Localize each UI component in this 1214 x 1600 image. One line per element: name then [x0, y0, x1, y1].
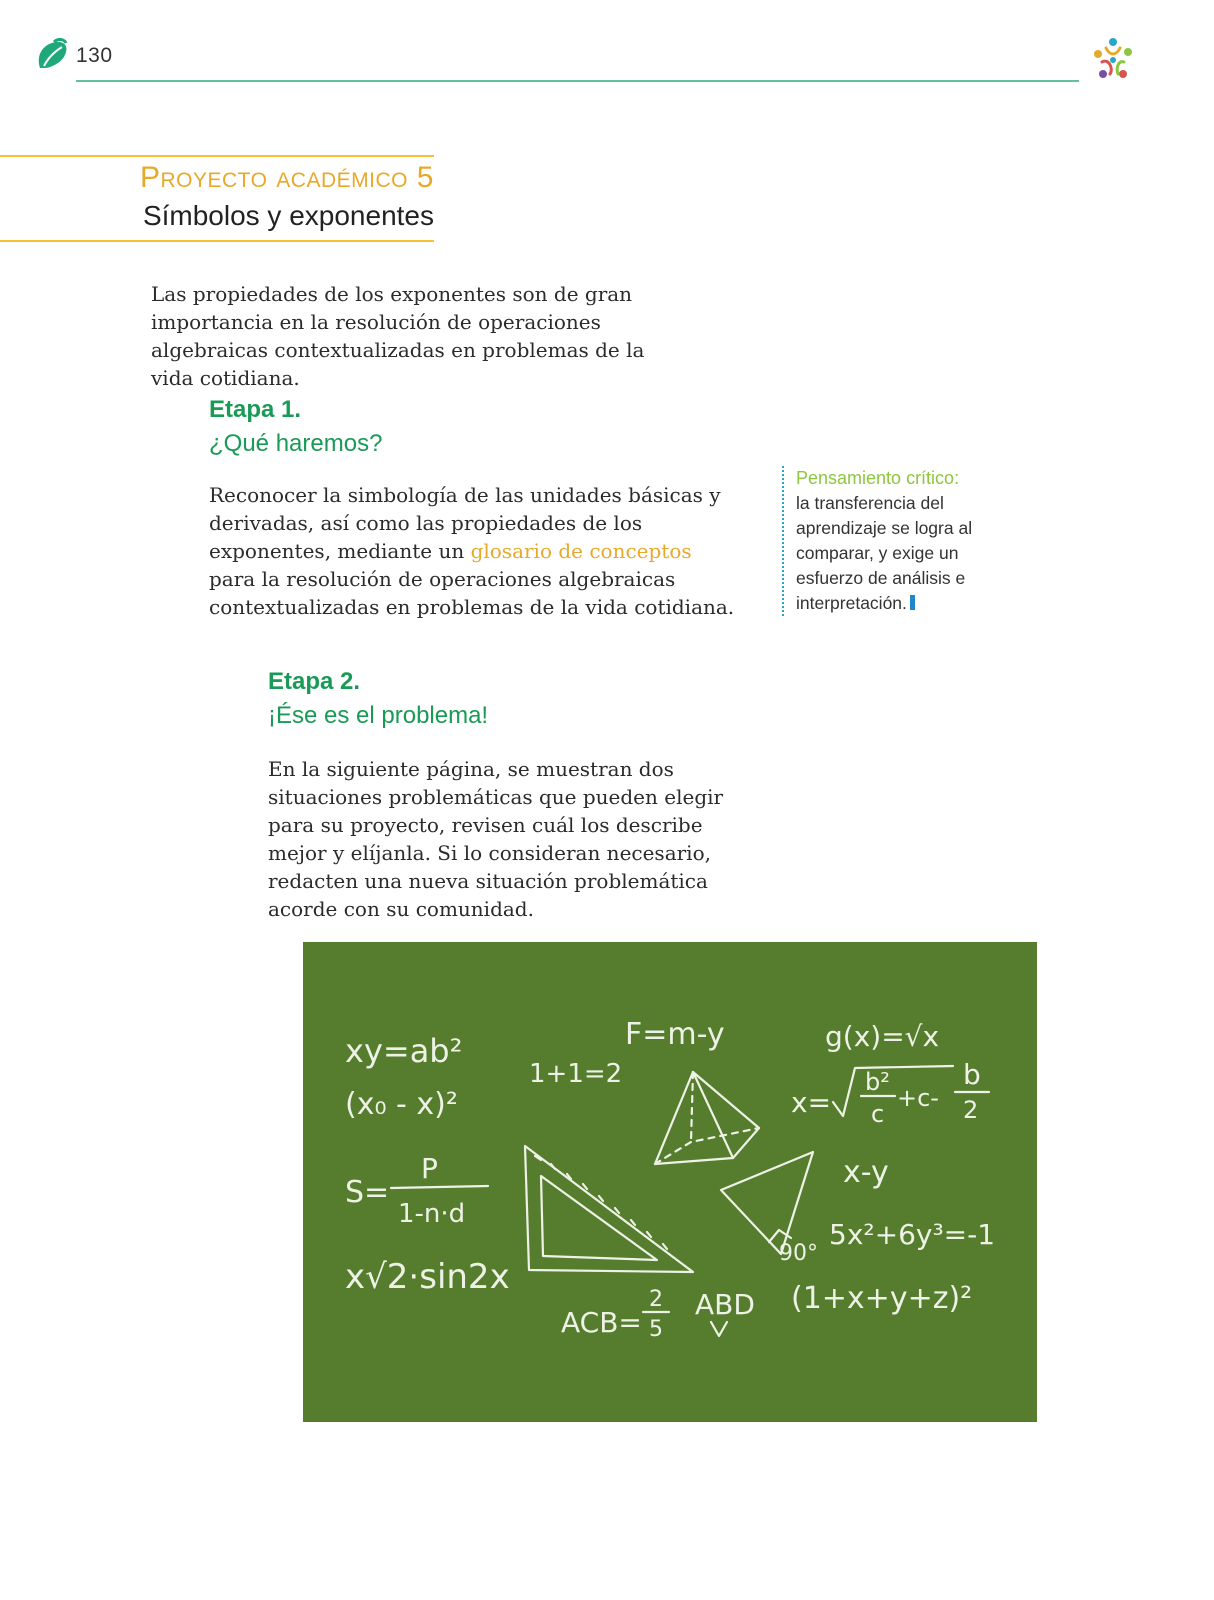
angle-90: 90°	[779, 1241, 818, 1266]
formula-x-num: b²	[865, 1068, 890, 1096]
formula-x-den: c	[871, 1100, 885, 1128]
critical-thinking-note	[782, 466, 1026, 616]
formula-square: (1+x+y+z)²	[791, 1281, 973, 1316]
side-note-text	[796, 491, 1026, 616]
formula-acb-lhs: ACB=	[561, 1306, 642, 1339]
stage1-text-before: Reconocer la simbología de las unidades básicas y derivadas, así como las propiedades de los exponentes, mediante un	[209, 483, 721, 563]
side-note-title: Pensamiento crítico:	[796, 468, 960, 488]
intro-paragraph: Las propiedades de los exponentes son de gran importancia en la resolución de operaciones algebraicas contextualizadas en problemas de la vida cotidiana.	[151, 282, 645, 390]
project-title: Símbolos y exponentes	[142, 200, 434, 231]
page-number: 130	[76, 44, 113, 67]
formula-sin: x√2·sin2x	[345, 1257, 510, 1297]
stage2-label: Etapa 2.	[268, 668, 361, 695]
stage1-label: Etapa 1.	[209, 396, 302, 423]
formula-s-den: 1-n·d	[398, 1199, 466, 1229]
flower-logo-icon	[1088, 34, 1138, 84]
fraction-bar	[391, 1186, 488, 1188]
formula-x-mid: +c-	[897, 1084, 939, 1112]
pyramid-drawing	[655, 1072, 759, 1164]
formula-x-num2: b	[963, 1058, 981, 1091]
project-kicker: Proyecto académico 5	[139, 161, 434, 194]
right-triangle-drawing	[721, 1152, 813, 1254]
header-rule	[76, 80, 1079, 82]
formula-gx: g(x)=√x	[825, 1020, 940, 1053]
stage1-text-after: para la resolución de operaciones algebraicas contextualizadas en problemas de la vida cotidiana.	[209, 567, 735, 619]
formula-x-den2: 2	[963, 1096, 979, 1124]
side-note-body: la transferencia del aprendizaje se logra al comparar, y exige un esfuerzo de análisis e interpretación.	[796, 493, 973, 613]
formula-s-lhs: S=	[345, 1175, 390, 1210]
chalkboard-drawing	[303, 942, 1037, 1422]
formula-variance: (x₀ - x)²	[345, 1087, 458, 1122]
formula-one-plus-one: 1+1=2	[529, 1059, 623, 1089]
formula-polynomial: 5x²+6y³=-1	[829, 1218, 996, 1251]
stage1-subtitle: ¿Qué haremos?	[209, 430, 383, 457]
formula-acb-num: 2	[649, 1287, 663, 1312]
title-top-rule	[0, 155, 434, 157]
formula-xy: xy=ab²	[345, 1032, 463, 1070]
stage2-subtitle: ¡Ése es el problema!	[268, 702, 489, 729]
title-bottom-rule	[0, 240, 434, 242]
formula-abd: ABD	[695, 1288, 755, 1321]
stage2-paragraph: En la siguiente página, se muestran dos situaciones problemáticas que pueden elegir para su proyecto, revisen cuál los describe mejor y elíjanla. Si lo consideran necesario, redacten una nueva situación problemática acorde con su comunidad.	[268, 757, 724, 921]
formula-acb-den: 5	[649, 1317, 663, 1342]
set-square-drawing	[525, 1146, 693, 1272]
formula-force: F=m-y	[625, 1017, 725, 1052]
glossary-highlight: glosario de conceptos	[470, 539, 692, 563]
formula-s-num: P	[421, 1152, 438, 1185]
leaf-logo-icon	[34, 38, 70, 74]
formula-x-lhs: x=	[791, 1086, 832, 1119]
check-mark	[711, 1322, 727, 1336]
note-end-mark-icon	[910, 595, 915, 610]
formula-x-minus-y: x-y	[843, 1155, 889, 1190]
chalkboard-illustration	[303, 942, 1037, 1422]
stage1-paragraph	[209, 481, 739, 621]
